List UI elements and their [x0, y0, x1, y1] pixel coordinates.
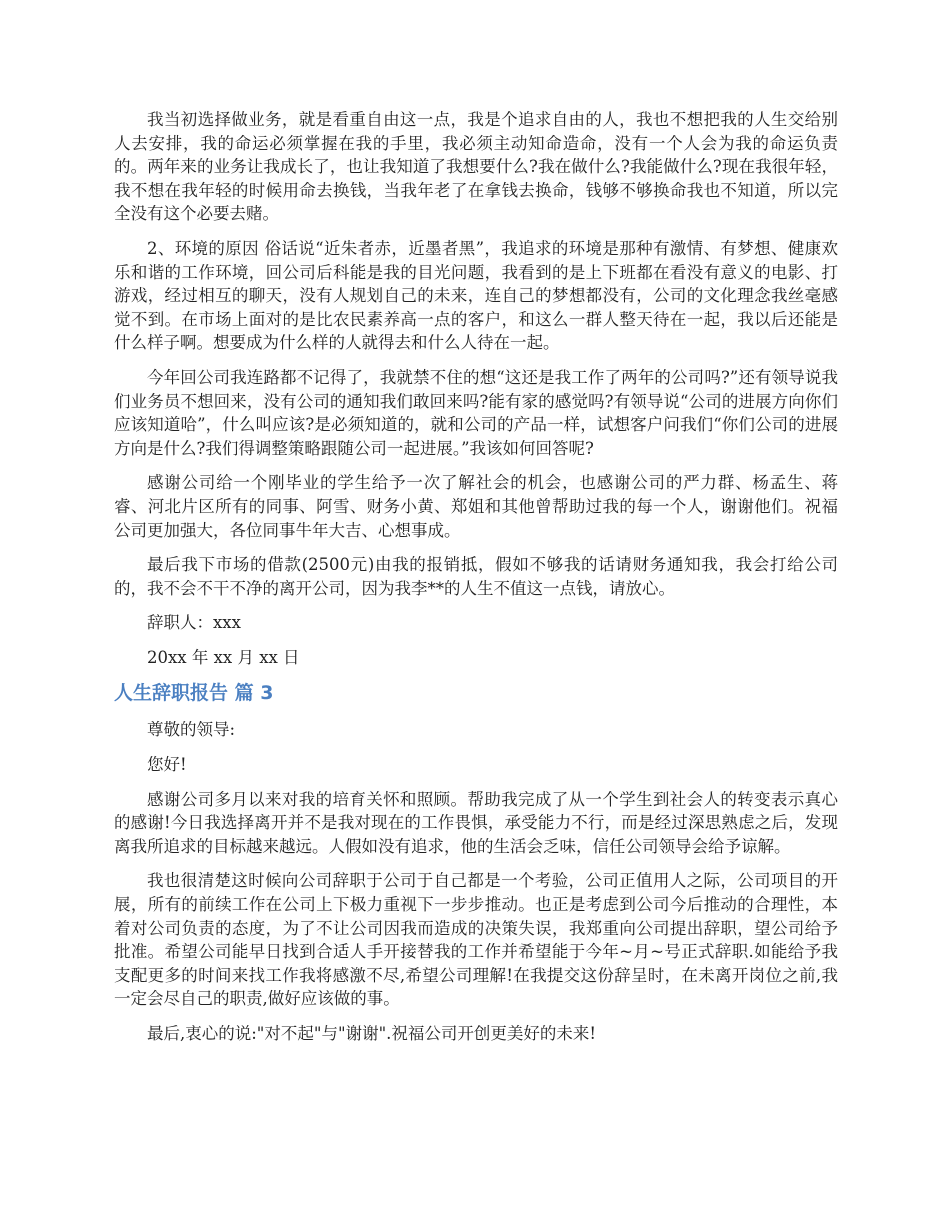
closing-paragraph: 最后,衷心的说:"对不起"与"谢谢".祝福公司开创更美好的未来! [147, 1024, 597, 1043]
body-paragraph: 感谢公司多月以来对我的培育关怀和照顾。帮助我完成了从一个学生到社会人的转变表示真心的感谢!今日我选择离开并不是我对现在的工作畏惧，承受能力不行，而是经过深思熟虑之后，发现离我所追求的目标越来越远。人假如没有追求，他的生活会乏味，信任公司领导会给予谅解。 [114, 789, 838, 856]
body-paragraph: 我也很清楚这时候向公司辞职于公司于自己都是一个考验，公司正值用人之际，公司项目的开展，所有的前续工作在公司上下极力重视下一步步推动。也正是考虑到公司今后推动的合理性，本着对公司负责的态度，为了不让公司因我而造成的决策失误，我郑重向公司提出辞职，望公司给予批准。希望公司能早日找到合适人手开接替我的工作并希望能于今年~月~号正式辞职.如能给予我支配更多的时间来找工作我将感激不尽,希望公司理解!在我提交这份辞呈时，在未离开岗位之前,我一定会尽自己的职责,做好应该做的事。 [114, 871, 838, 1009]
salutation: 尊敬的领导: [147, 720, 236, 740]
body-paragraph: 最后我下市场的借款(2500元)由我的报销抵，假如不够我的话请财务通知我，我会打给公司的，我不会不干不净的离开公司，因为我李**的人生不值这一点钱，请放心。 [114, 555, 838, 598]
document-page [114, 108, 838, 1057]
body-paragraph: 我当初选择做业务，就是看重自由这一点，我是个追求自由的人，我也不想把我的人生交给别人去安排，我的命运必须掌握在我的手里，我必须主动知命造命，没有一个人会为我的命运负责的。两年来的业务让我成长了，也让我知道了我想要什么?我在做什么?我能做什么?现在我很年轻，我不想在我年轻的时候用命去换钱，当我年老了在拿钱去换命，钱够不够换命我也不知道，所以完全没有这个必要去赌。 [114, 110, 838, 224]
body-paragraph: 感谢公司给一个刚毕业的学生给予一次了解社会的机会，也感谢公司的严力群、杨孟生、蒋睿、河北片区所有的同事、阿雪、财务小黄、郑姐和其他曾帮助过我的每一个人，谢谢他们。祝福公司更加强大，各位同事牛年大吉、心想事成。 [114, 473, 838, 540]
section-heading: 人生辞职报告 篇 3 [114, 682, 274, 705]
body-paragraph: 今年回公司我连路都不记得了，我就禁不住的想“这还是我工作了两年的公司吗?”还有领导说我们业务员不想回来，没有公司的通知我们敢回来吗?能有家的感觉吗?有领导说“公司的进展方向你们应该知道哈”，什么叫应该?是必须知道的，就和公司的产品一样，试想客户问我们“你们公司的进展方向是什么?我们得调整策略跟随公司一起进展。”我该如何回答呢? [114, 367, 838, 458]
date-line: 20xx 年 xx 月 xx 日 [147, 647, 300, 667]
body-paragraph: 2、环境的原因 俗话说“近朱者赤，近墨者黑”，我追求的环境是那种有激情、有梦想、健康欢乐和谐的工作环境，回公司后科能是我的目光问题，我看到的是上下班都在看没有意义的电影、打游戏，经过相互的聊天，没有人规划自己的未来，连自己的梦想都没有，公司的文化理念我丝毫感觉不到。在市场上面对的是比农民素养高一点的客户，和这么一群人整天待在一起，我以后还能是什么样子啊。想要成为什么样的人就得去和什么人待在一起。 [114, 238, 838, 353]
signer-line: 辞职人：xxx [147, 613, 241, 633]
greeting: 您好! [147, 755, 187, 775]
